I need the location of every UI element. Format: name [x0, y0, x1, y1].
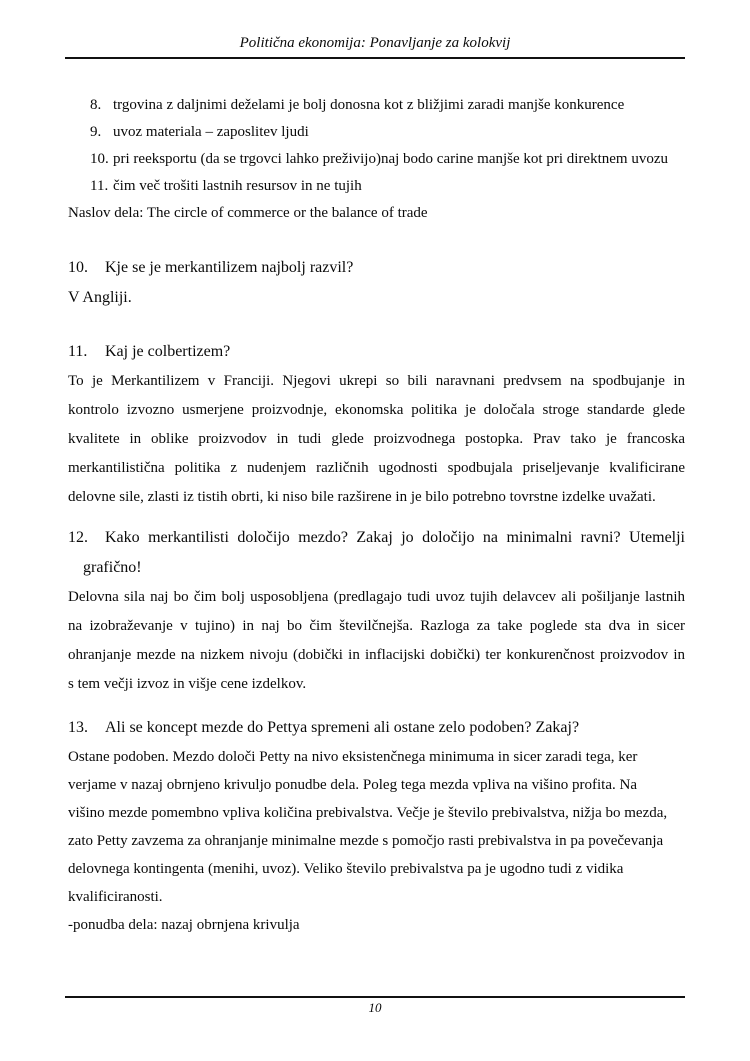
- answer-line: zato Petty zavzema za ohranjanje minimalne mezde s pomočjo rasti prebivalstva in pa povečevanja: [68, 833, 664, 849]
- answer-line: verjame v nazaj obrnjeno krivuljo ponudbe dela. Poleg tega mezda vpliva na višino profita. Na: [68, 777, 637, 793]
- question-number: 12.: [68, 529, 88, 546]
- answer-line: kontrolo izvozno usmerjene proizvodnje, ekonomska politika je določala stroge standarde glede: [68, 402, 685, 418]
- question-number: 10.: [68, 259, 88, 276]
- answer-line: s tem večji izvoz in višje cene izdelkov.: [68, 676, 307, 692]
- list-item: [68, 119, 685, 146]
- note-line: -ponudba dela: nazaj obrnjena krivulja: [68, 917, 300, 933]
- question-text: Kje se je merkantilizem najbolj razvil?: [105, 259, 354, 276]
- answer-paragraph: [68, 743, 685, 911]
- answer-line: ohranjanje mezde na nizkem nivoju (dobički in inflacijski dobički) ter konkurenčnost proizvodov in: [68, 647, 685, 663]
- answer-line: na izobraževanje v tujino) in naj bo čim številčnejša. Razloga za take poglede sta dva in sicer: [68, 618, 685, 634]
- question-text: Ali se koncept mezde do Pettya spremeni ali ostane zelo podoben? Zakaj?: [105, 719, 580, 736]
- question-12-section: [68, 523, 685, 699]
- list-item-number: 8.: [90, 97, 102, 113]
- answer-line: višino mezde pomembno vpliva količina prebivalstva. Večje je število prebivalstva, nižja bo mezda,: [68, 805, 668, 821]
- page-number: 10: [368, 1000, 382, 1015]
- question-text-wrap: grafično!: [83, 559, 142, 576]
- answer-text: V Angliji.: [68, 289, 132, 306]
- list-item-number: 9.: [90, 124, 102, 140]
- list-item: [68, 173, 685, 200]
- question-row: [68, 713, 685, 743]
- answer-paragraph: [68, 367, 685, 512]
- question-11-section: [68, 337, 685, 512]
- answer-line: delovnega kontingenta (menihi, uvoz). Veliko število prebivalstva pa je ugodno tudi z vidika: [68, 861, 624, 877]
- header-title: Politična ekonomija: Ponavljanje za kolokvij: [239, 35, 511, 51]
- page-footer: [65, 996, 685, 1016]
- question-row: [68, 337, 685, 367]
- question-text: Kako merkantilisti določijo mezdo? Zakaj jo določijo na minimalni ravni? Utemelji: [105, 529, 685, 546]
- list-item-text: čim več trošiti lastnih resursov in ne tujih: [113, 178, 362, 194]
- question-row: [68, 523, 685, 553]
- list-item-text: pri reeksportu (da se trgovci lahko preživijo)naj bodo carine manjše kot pri direktnem uvozu: [113, 151, 668, 167]
- list-item: [68, 146, 685, 173]
- answer-line: kvalificiranosti.: [68, 889, 163, 905]
- list-item: [68, 92, 685, 119]
- page-content: [0, 92, 750, 939]
- work-title-line: Naslov dela: The circle of commerce or the balance of trade: [68, 205, 428, 221]
- answer-line: To je Merkantilizem v Franciji. Njegovi ukrepi so bili naravnani predvsem na spodbujanje in: [68, 373, 685, 389]
- answer-line: kvalitete in oblike proizvodov in tudi glede proizvodnega postopka. Prav tako je francoska: [68, 431, 685, 447]
- list-item-text: uvoz materiala – zaposlitev ljudi: [113, 124, 309, 140]
- question-10-section: [68, 253, 685, 313]
- answer-line: Delovna sila naj bo čim bolj usposobljena (predlagajo tudi uvoz tujih delavcev ali pošiljanje lastnih: [68, 589, 685, 605]
- answer-line: delovne sile, zlasti iz tistih obrti, ki niso bile razširene in je bilo potrebno tovrstne izdelke uvažati.: [68, 489, 656, 505]
- question-number: 11.: [68, 343, 88, 360]
- list-item-number: 10.: [90, 151, 109, 167]
- question-number: 13.: [68, 719, 88, 736]
- answer-line: merkantilistična politika z nudenjem različnih ugodnosti spodbujala priseljevanje kvalificirane: [68, 460, 685, 476]
- question-13-section: [68, 713, 685, 939]
- numbered-list: [68, 92, 685, 200]
- answer-line: Ostane podoben. Mezdo določi Petty na nivo eksistenčnega minimuma in sicer zaradi tega, ker: [68, 749, 638, 765]
- question-text: Kaj je colbertizem?: [105, 343, 231, 360]
- question-row: [68, 253, 685, 283]
- answer-paragraph: [68, 583, 685, 699]
- page-header: [65, 0, 685, 59]
- list-item-text: trgovina z daljnimi deželami je bolj donosna kot z bližjimi zaradi manjše konkurence: [113, 97, 625, 113]
- list-item-number: 11.: [90, 178, 109, 194]
